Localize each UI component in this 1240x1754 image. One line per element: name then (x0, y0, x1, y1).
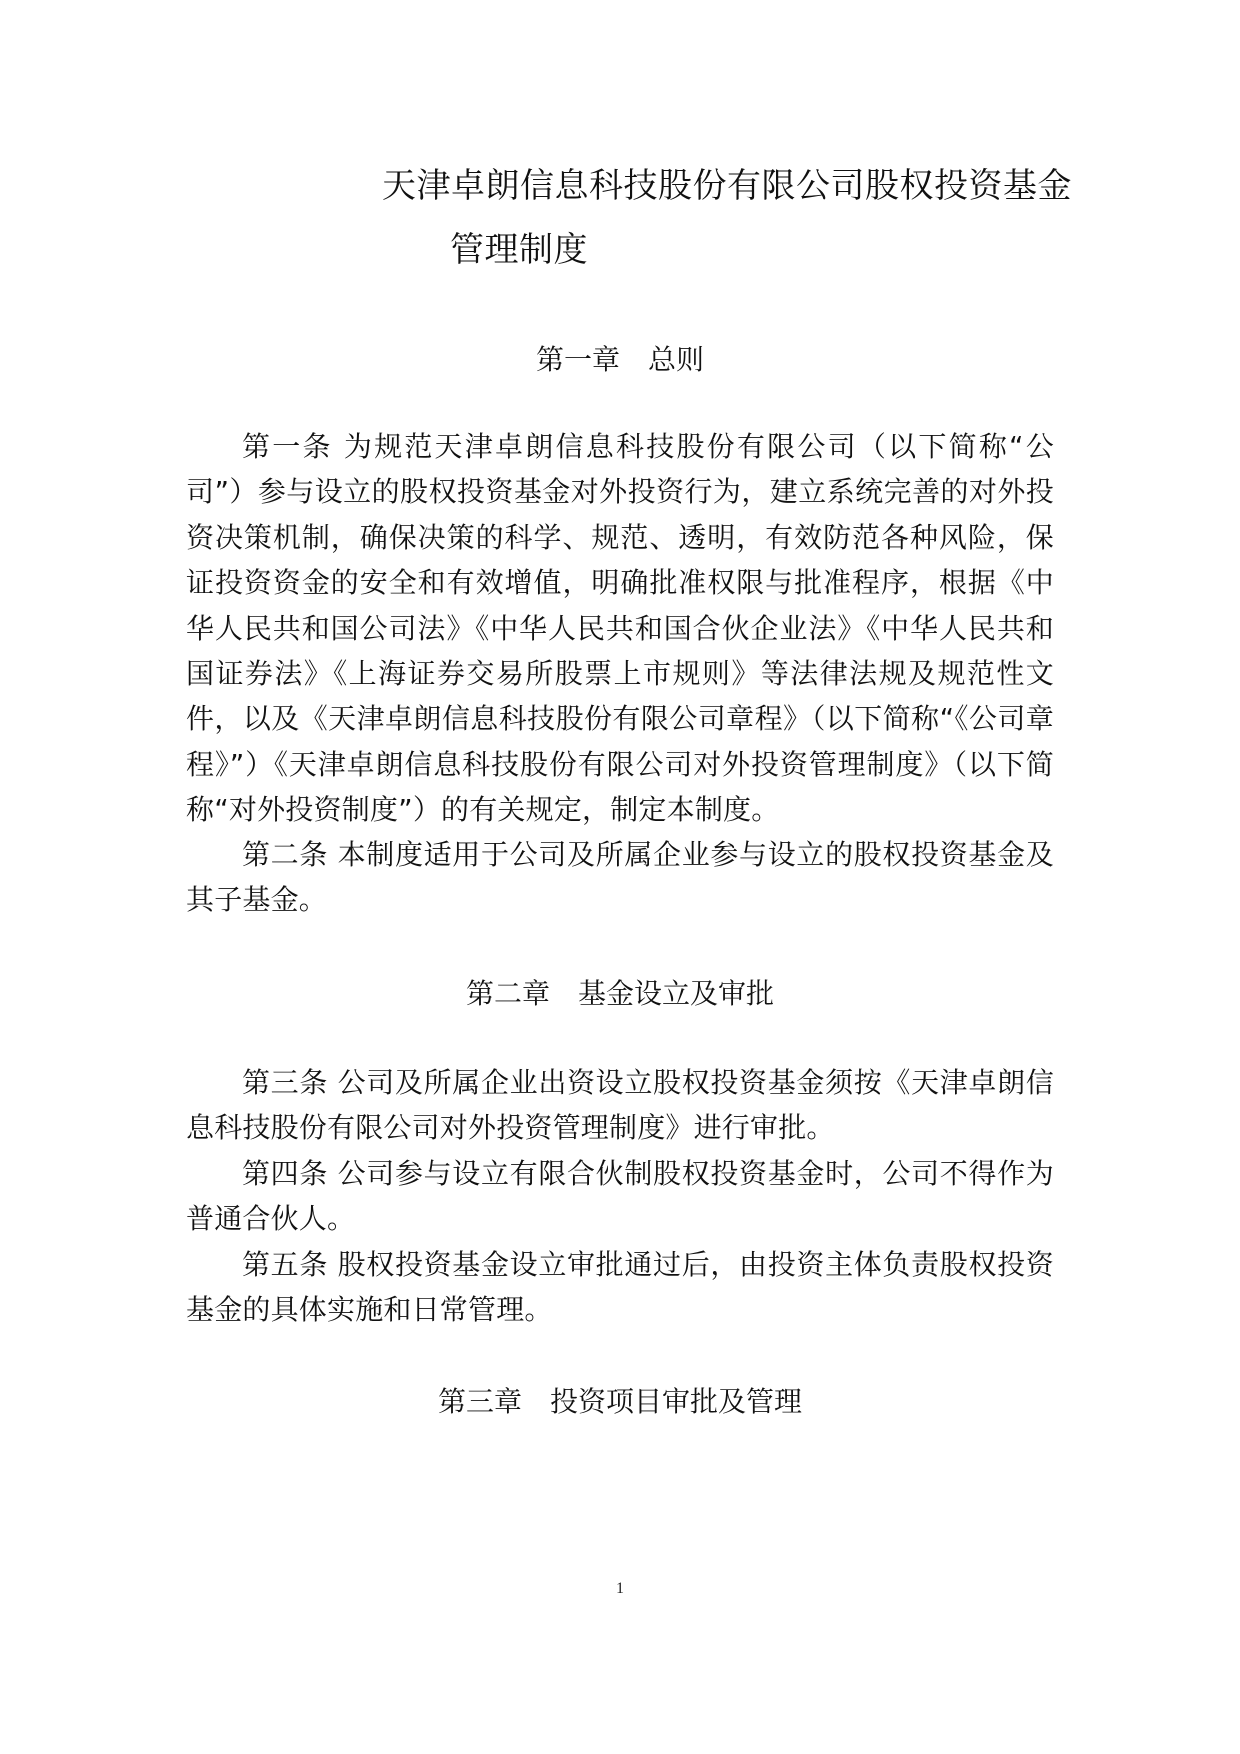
article-5: 第五条 股权投资基金设立审批通过后，由投资主体负责股权投资基金的具体实施和日常管理。 (186, 1248, 1054, 1327)
chapter-2-heading: 第二章 基金设立及审批 (465, 977, 774, 1010)
page-number: 1 (616, 1580, 624, 1597)
document-title-line-2: 管理制度 (450, 230, 588, 270)
article-1: 第一条 为规范天津卓朗信息科技股份有限公司（以下简称“公司”）参与设立的股权投资基金对外投资行为，建立系统完善的对外投资决策机制，确保决策的科学、规范、透明，有效防范各种风险，保证投资资金的安全和有效增值，明确批准权限与批准程序，根据《中华人民共和国公司法》《中华人民共和国合伙企业法》《中华人民共和国证券法》《上海证券交易所股票上市规则》等法律法规及规范性文件，以及《天津卓朗信息科技股份有限公司章程》（以下简称“《公司章程》”）《天津卓朗信息科技股份有限公司对外投资管理制度》（以下简称“对外投资制度”）的有关规定，制定本制度。 (186, 430, 1054, 827)
article-2: 第二条 本制度适用于公司及所属企业参与设立的股权投资基金及其子基金。 (186, 838, 1054, 917)
article-4: 第四条 公司参与设立有限合伙制股权投资基金时，公司不得作为普通合伙人。 (186, 1157, 1054, 1236)
chapter-1-heading: 第一章 总则 (535, 343, 704, 376)
chapter-3-heading: 第三章 投资项目审批及管理 (437, 1385, 802, 1418)
document-title-line-1: 天津卓朗信息科技股份有限公司股权投资基金 (382, 166, 1072, 206)
article-3: 第三条 公司及所属企业出资设立股权投资基金须按《天津卓朗信息科技股份有限公司对外投资管理制度》进行审批。 (186, 1066, 1054, 1145)
